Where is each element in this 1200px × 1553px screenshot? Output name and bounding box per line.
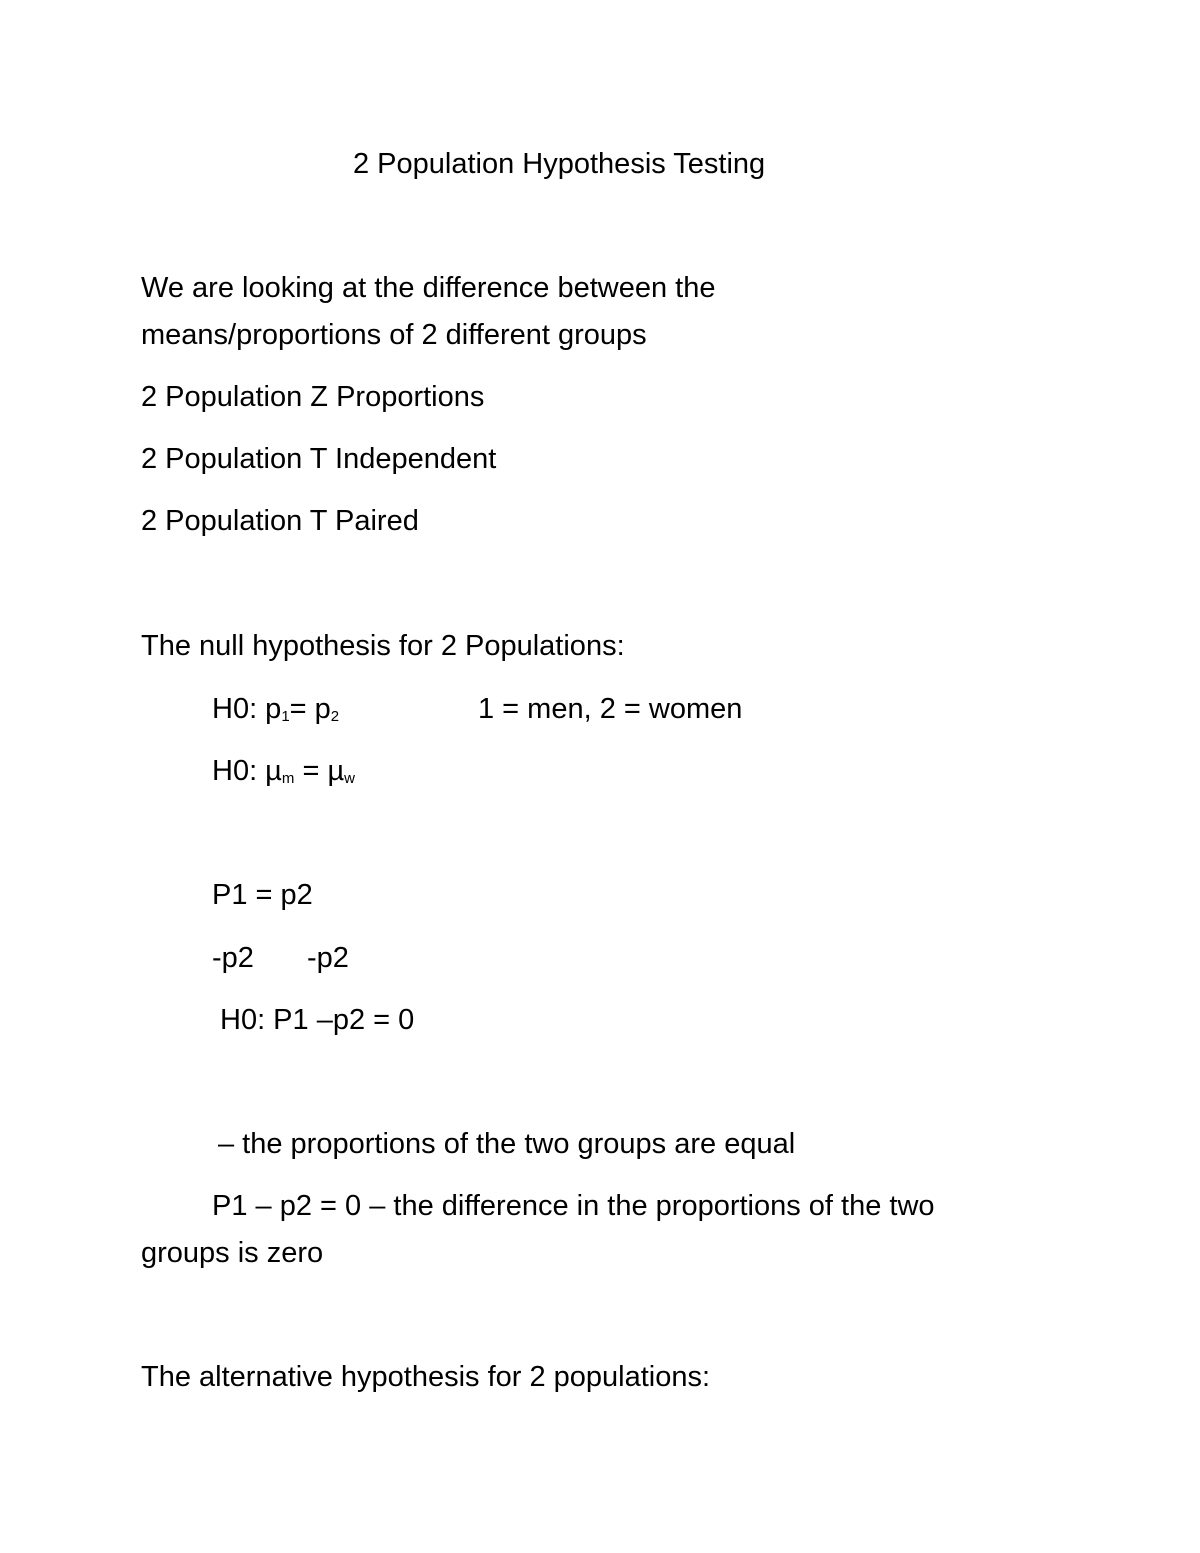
h0-means-middle: = µ (294, 755, 345, 787)
page-title: 2 Population Hypothesis Testing (353, 148, 766, 180)
derivation-step-2-right: -p2 (307, 942, 349, 974)
h0-proportions-equation (212, 691, 339, 727)
test-type-t-paired: 2 Population T Paired (141, 505, 419, 537)
test-type-z-proportions: 2 Population Z Proportions (141, 381, 485, 413)
explanation-difference-line-1: P1 – p2 = 0 – the difference in the proportions of the two (212, 1190, 935, 1222)
intro-line-2: means/proportions of 2 different groups (141, 319, 647, 351)
h0-means-equation (212, 753, 355, 789)
derivation-step-3: H0: P1 –p2 = 0 (220, 1004, 415, 1036)
h0-prop-prefix: H0: p (212, 693, 282, 725)
group-legend: 1 = men, 2 = women (478, 693, 743, 725)
h0-prop-subscript-1: 1 (281, 708, 290, 725)
null-hypothesis-heading: The null hypothesis for 2 Populations: (141, 630, 625, 662)
alternative-hypothesis-heading: The alternative hypothesis for 2 populations: (141, 1361, 711, 1393)
h0-means-prefix: H0: µ (212, 755, 282, 787)
derivation-step-2-left: -p2 (212, 942, 254, 974)
test-type-t-independent: 2 Population T Independent (141, 443, 497, 475)
h0-means-subscript-m: m (281, 770, 295, 787)
derivation-step-1: P1 = p2 (212, 879, 313, 911)
explanation-equal: – the proportions of the two groups are equal (218, 1128, 796, 1160)
h0-means-subscript-w: w (344, 770, 356, 787)
h0-prop-subscript-2: 2 (330, 708, 340, 725)
explanation-difference-line-2: groups is zero (141, 1237, 324, 1269)
h0-prop-middle: = p (289, 693, 331, 725)
intro-line-1: We are looking at the difference between the (141, 272, 716, 304)
